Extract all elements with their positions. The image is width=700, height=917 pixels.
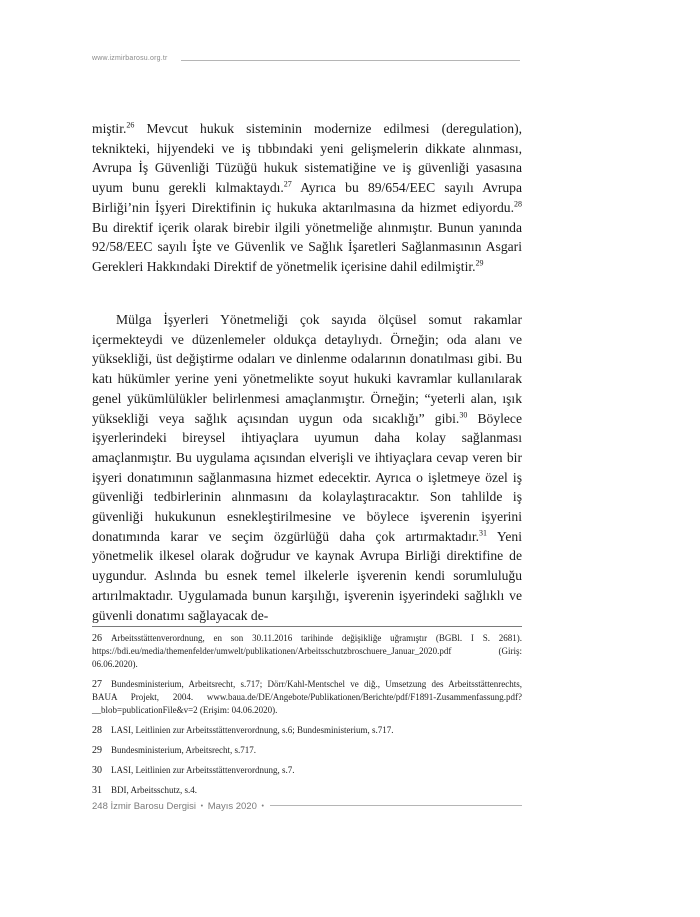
footnote-ref-27[interactable]: 27 bbox=[283, 179, 292, 189]
bullet-separator: • bbox=[200, 803, 204, 810]
footnote-26 bbox=[92, 632, 522, 671]
footnote-ref-31[interactable]: 31 bbox=[479, 528, 488, 538]
issue-date: Mayıs 2020 bbox=[207, 801, 257, 812]
footnote-number: 26 bbox=[92, 633, 102, 644]
paragraph-1 bbox=[92, 119, 522, 277]
bullet-separator-end: • bbox=[261, 803, 264, 810]
para1-text-4: Bu direktif içerik olarak birebir ilgili yönetmeliğe alınmıştır. Bunun yanında 92/58/EEC sayılı İşte ve Güvenlik ve Sağlık İşaretleri Sağlanmasının Asgari Gerekleri Hakkındaki Direktif de yönetmelik içerisine dahil edilmiştir. bbox=[92, 219, 522, 274]
footnote-27 bbox=[92, 678, 522, 717]
para2-text-2: Böylece işyerlerindeki bireysel ihtiyaçlara uyumun daha kolay sağlanması amaçlanmıştır. Bu uygulama açısından elverişli ve ihtiyaçlara cevap veren bir işyeri donatımının sağlanmasına hizmet edecektir. Ayrıca o işletmeye özel iş güvenliği tedbirlerinin alınmasını da kolaylaştıracaktır. Son tahlilde iş güvenliği hukukunun esnekleştirilmesine ve böylece işverenin işyerini donatımında karar ve seçim özgürlüğü daha çok artırmaktadır. bbox=[92, 410, 522, 544]
footnote-number: 28 bbox=[92, 725, 102, 736]
para2-text-1: Mülga İşyerleri Yönetmeliği çok sayıda ölçüsel somut rakamlar içermekteydi ve düzenlemeler oldukça detaylıydı. Örneğin; oda alanı ve yüksekliği, üst değiştirme odaları ve dinlenme odalarının donatılması gibi. Bu katı hükümler yerine yeni yönetmelikte soyut hukuki kavramlar kullanılarak genel yükümlülükler belirlenmesi amaçlanmıştır. Örneğin; “yeterli alan, ışık yüksekliği veya sağlık açısından uygun oda sıcaklığı” gibi. bbox=[92, 312, 522, 426]
footnote-text: BDI, Arbeitsschutz, s.4. bbox=[111, 785, 197, 795]
para1-text-3: Ayrıca bu 89/654/EEC sayılı Avrupa Birliği’nin İşyeri Direktifinin iç hukuka aktarılmasına da hizmet ediyordu. bbox=[92, 180, 522, 215]
footnotes bbox=[92, 632, 522, 804]
footnote-text: Bundesministerium, Arbeitsrecht, s.717; Dörr/Kahl-Mentschel ve diğ., Umsetzung des Arbeitsstättenrechts, BAUA Projekt, 2004. www.baua.de/DE/Angebote/Publikationen/Berichte/pdf/F1891-Zusammenfassung.pdf?__blob=publicationFile&v=2 (Erişim: 04.06.2020). bbox=[92, 679, 522, 715]
journal-name: İzmir Barosu Dergisi bbox=[110, 801, 197, 812]
footnote-ref-28[interactable]: 28 bbox=[514, 199, 522, 209]
footnote-number: 29 bbox=[92, 745, 102, 756]
header-rule bbox=[181, 60, 520, 61]
paragraph-2 bbox=[92, 310, 522, 625]
footnote-31 bbox=[92, 784, 522, 797]
footnote-ref-29[interactable]: 29 bbox=[475, 258, 484, 268]
para1-text-1: miştir. bbox=[92, 121, 127, 136]
footnote-ref-26[interactable]: 26 bbox=[126, 120, 135, 130]
footnote-30 bbox=[92, 764, 522, 777]
para2-text-3: Yeni yönetmelik ilkesel olarak doğrudur ve kaynak Avrupa Birliği direktifine de uygundur. Aslında bu esnek temel ilkelerle işverenin kendi sorumluluğu artırılmaktadır. Uygulamada bunun karşılığı, işverenin işyerindeki sağlıklı ve güvenli donatımı sağlayacak de- bbox=[92, 528, 522, 623]
footnote-separator bbox=[92, 626, 522, 627]
para1-text-2: Mevcut hukuk sisteminin modernize edilmesi (deregulation), teknikteki, hijyendeki ve iş tıbbındaki yeni gelişmelerin dikkate alınması, Avrupa İş Güvenliği Tüzüğü hukuk sistematiğine ve iş güvenliği yasasına uyum bunu gerekli kılmaktaydı. bbox=[92, 121, 522, 196]
footnote-ref-30[interactable]: 30 bbox=[459, 409, 468, 419]
footnote-number: 30 bbox=[92, 765, 102, 776]
header-url: www.izmirbarosu.org.tr bbox=[92, 55, 168, 62]
footnote-number: 31 bbox=[92, 785, 102, 796]
footnote-28 bbox=[92, 724, 522, 737]
footnote-29 bbox=[92, 744, 522, 757]
footnote-text: LASI, Leitlinien zur Arbeitsstättenverordnung, s.7. bbox=[111, 765, 295, 775]
page-footer bbox=[92, 801, 270, 812]
footnote-text: Bundesministerium, Arbeitsrecht, s.717. bbox=[111, 745, 256, 755]
page-number: 248 bbox=[92, 801, 108, 812]
footnote-number: 27 bbox=[92, 679, 102, 690]
footnote-text: LASI, Leitlinien zur Arbeitsstättenverordnung, s.6; Bundesministerium, s.717. bbox=[111, 725, 394, 735]
footnote-text: Arbeitsstättenverordnung, en son 30.11.2016 tarihinde değişikliğe uğramıştır (BGBl. I S. 2681). https://bdi.eu/media/themenfelder/umwelt/publikationen/Arbeitsschutzbroschuere_Januar_2020.pdf (Giriş: 06.06.2020). bbox=[92, 633, 522, 669]
